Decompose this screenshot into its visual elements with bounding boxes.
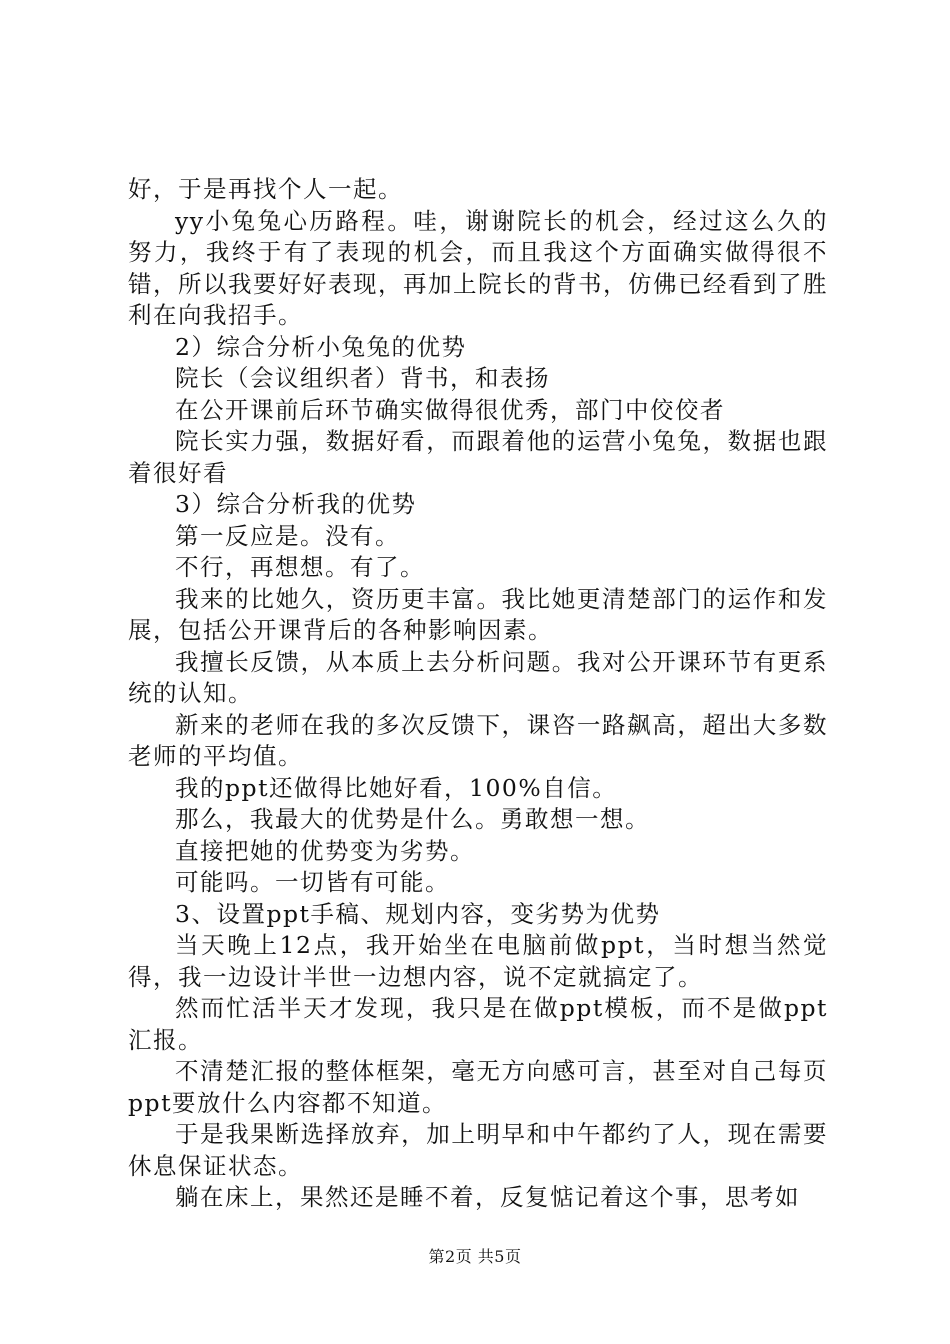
page-number-footer: 第2页 共5页: [428, 1247, 522, 1266]
paragraph: yy小兔兔心历路程。哇，谢谢院长的机会，经过这么久的努力，我终于有了表现的机会，而且我这个方面确实做得很不错，所以我要好好表现，再加上院长的背书，仿佛已经看到了胜利在向我招手。: [128, 206, 828, 329]
paragraph: 我来的比她久，资历更丰富。我比她更清楚部门的运作和发展，包括公开课背后的各种影响因素。: [128, 584, 828, 644]
paragraph: 新来的老师在我的多次反馈下，课咨一路飙高，超出大多数老师的平均值。: [128, 710, 828, 770]
paragraph: 然而忙活半天才发现，我只是在做ppt模板，而不是做ppt汇报。: [128, 994, 828, 1054]
paragraph: 不清楚汇报的整体框架，毫无方向感可言，甚至对自己每页ppt要放什么内容都不知道。: [128, 1057, 828, 1117]
paragraph: 当天晚上12点，我开始坐在电脑前做ppt，当时想当然觉得，我一边设计半世一边想内容，说不定就搞定了。: [128, 931, 828, 991]
body-text: [128, 174, 828, 1214]
paragraph: 在公开课前后环节确实做得很优秀，部门中佼佼者: [175, 395, 725, 424]
paragraph: 3、设置ppt手稿、规划内容，变劣势为优势: [175, 899, 661, 928]
paragraph: 2）综合分析小兔兔的优势: [175, 332, 467, 361]
paragraph: 于是我果断选择放弃，加上明早和中午都约了人，现在需要休息保证状态。: [128, 1120, 828, 1180]
paragraph: 直接把她的优势变为劣势。: [175, 836, 475, 865]
paragraph: 我的ppt还做得比她好看，100%自信。: [175, 773, 618, 802]
paragraph: 躺在床上，果然还是睡不着，反复惦记着这个事，思考如: [175, 1183, 800, 1211]
paragraph: 第一反应是。没有。: [175, 521, 400, 550]
paragraph: 那么，我最大的优势是什么。勇敢想一想。: [175, 805, 650, 833]
paragraph: 院长（会议组织者）背书，和表扬: [175, 364, 550, 392]
paragraph: 院长实力强，数据好看，而跟着他的运营小兔兔，数据也跟着很好看: [128, 427, 828, 487]
paragraph: 3）综合分析我的优势: [175, 490, 417, 518]
paragraph: 好，于是再找个人一起。: [128, 175, 403, 203]
paragraph: 我擅长反馈，从本质上去分析问题。我对公开课环节有更系统的认知。: [128, 647, 828, 707]
paragraph: 不行，再想想。有了。: [175, 553, 425, 581]
paragraph: 可能吗。一切皆有可能。: [175, 868, 450, 896]
